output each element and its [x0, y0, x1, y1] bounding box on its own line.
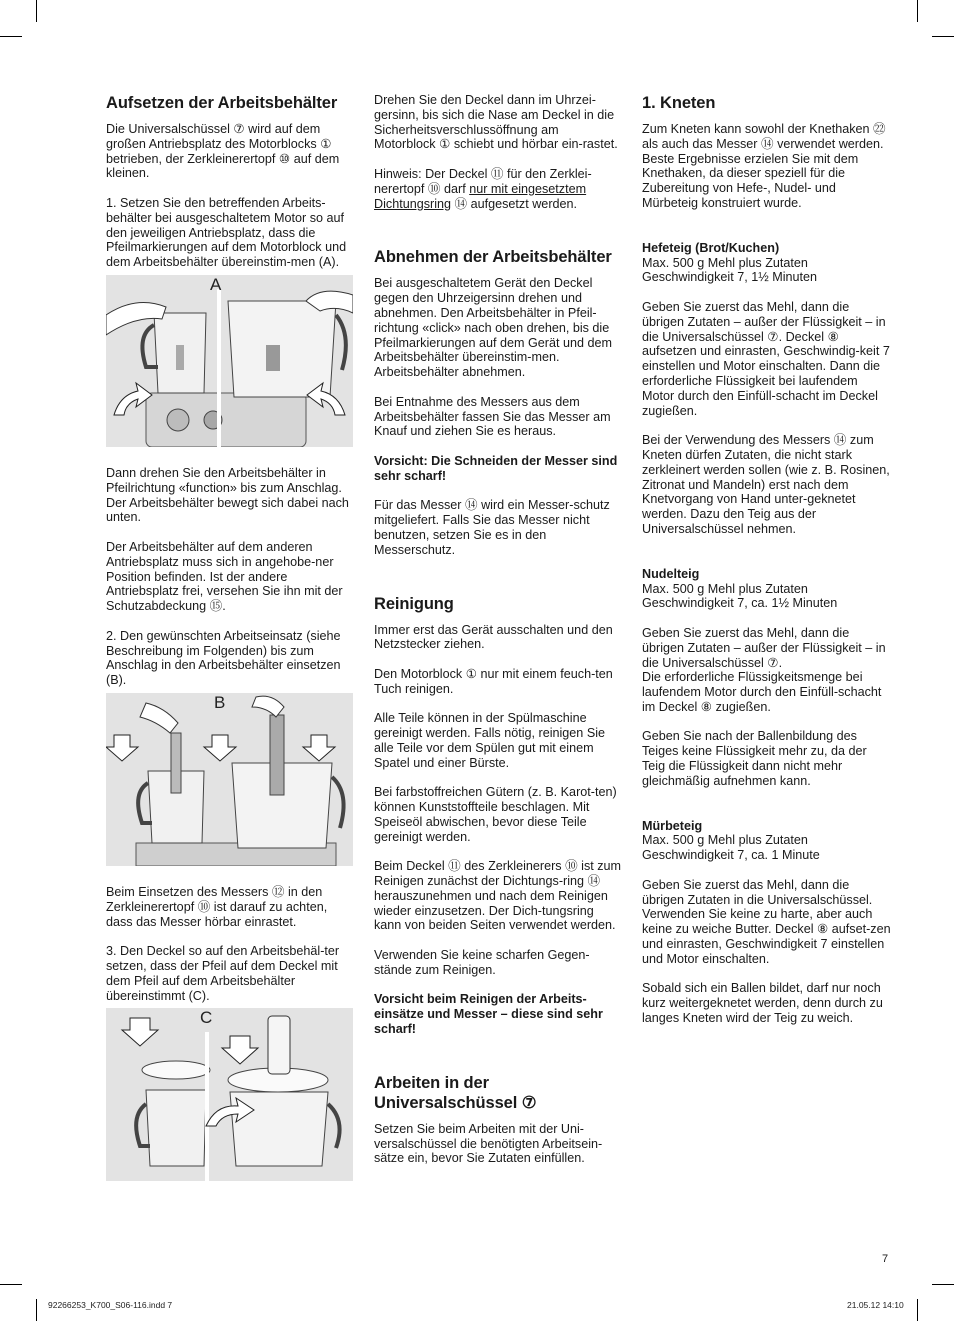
paragraph: Geben Sie zuerst das Mehl, dann die übrigen Zutaten – außer der Flüssigkeit – in die Universalschüssel ⑦. — [642, 625, 886, 670]
recipe-line: Max. 500 g Mehl plus Zutaten — [642, 833, 808, 848]
paragraph: Den Motorblock ① nur mit einem feuch-ten Tuch reinigen. — [374, 666, 613, 696]
paragraph: Drehen Sie den Deckel dann im Uhrzei-gersinn, bis sich die Nase am Deckel in die Sicherheitsverschlussöffnung am Motorblock ① schiebt und hörbar ein-rastet. — [374, 93, 618, 152]
column-left — [106, 93, 353, 1200]
food-processor-illustration-a — [106, 275, 353, 447]
recipe-line: Geschwindigkeit 7, ca. 1½ Minuten — [642, 596, 838, 611]
paragraph-hinweis: Hinweis: Der Deckel ⑪ für den Zerklei-nerertopf ⑩ darf nur mit eingesetztem Dichtungsring ⑭ aufgesetzt werden. — [374, 166, 592, 211]
heading-abnehmen: Abnehmen der Arbeitsbehälter — [374, 248, 612, 267]
paragraph: Bei ausgeschaltetem Gerät den Deckel gegen den Uhrzeigersinn drehen und abnehmen. Den Arbeitsbehälter in Pfeil-richtung «click» nach oben drehen, bis die Pfeilmarkierungen auf dem Gerät und dem Arbeitsbehälter übereinstim-men. Arbeitsbehälter abnehmen. — [374, 276, 613, 380]
paragraph: Zum Kneten kann sowohl der Knethaken ㉒ als auch das Messer ⑭ verwendet werden. Beste Ergebnisse erzielen Sie mit dem Knethaken, da dieser speziell für die Zubereitung von Hefe-, Nudel- und Mürbeteig konstruiert wurde. — [642, 122, 886, 210]
paragraph: Verwenden Sie keine scharfen Gegen-stände zum Reinigen. — [374, 948, 590, 977]
paragraph: Bei der Verwendung des Messers ⑭ zum Kneten dürfen Zutaten, die nicht stark zerkleinert werden sollen (wie z. B. Rosinen, Zitronat und Mandeln) erst nach dem Knetvorgang von Hand unter-geknetet werden. Dazu den Teig aus der Universalschüssel nehmen. — [642, 433, 890, 536]
recipe-line: Geschwindigkeit 7, 1½ Minuten — [642, 270, 818, 285]
heading-aufsetzen: Aufsetzen der Arbeitsbehälter — [106, 94, 338, 112]
page-number: 7 — [882, 1253, 889, 1265]
food-processor-illustration-c — [106, 1008, 353, 1181]
heading-arbeiten: Arbeiten in der Universalschüssel ⑦ — [374, 1073, 537, 1112]
figure-a — [106, 275, 353, 447]
paragraph: Der Arbeitsbehälter auf dem anderen Antriebsplatz muss sich in angehobe-ner Position befinden. Ist der andere Antriebsplatz frei, versehen Sie ihn mit der Schutzabdeckung ⑮. — [106, 539, 343, 614]
paragraph: Geben Sie nach der Ballenbildung des Teiges keine Flüssigkeit mehr zu, da der Teig die Flüssigkeit dann nicht mehr gleichmäßig aufnehmen kann. — [642, 729, 867, 788]
crop-mark — [36, 0, 37, 22]
paragraph: Bei Entnahme des Messers aus dem Arbeitsbehälter fassen Sie das Messer am Knauf und ziehen Sie es heraus. — [374, 394, 611, 439]
figure-label-a: A — [210, 274, 222, 294]
paragraph: Geben Sie zuerst das Mehl, dann die übrigen Zutaten in die Universalschüssel. Verwenden Sie keine zu harte, aber auch keine zu weiche Butter. Deckel ⑧ aufset-zen und einrasten, Geschwindigkeit 7 einstellen und Motor einschalten. — [642, 877, 891, 966]
figure-label-c: C — [200, 1008, 213, 1028]
paragraph: Beim Deckel ⑪ des Zerkleinerers ⑩ ist zum Reinigen zunächst der Dichtungs-ring ⑭ herauszunehmen und nach dem Reinigen wieder einzusetzen. Der Dich-tungsring kann von beiden Seiten verwendet werden. — [374, 859, 622, 933]
crop-mark — [917, 0, 918, 22]
paragraph: Geben Sie zuerst das Mehl, dann die übrigen Zutaten – außer der Flüssigkeit – in die Universalschüssel ⑦. Deckel ⑧ aufsetzen und einrasten, Geschwindig-keit 7 einstellen und Motor einschalten. Dann die erforderliche Flüssigkeit bei laufendem Motor durch den Einfüll-schacht im Deckel zugießen. — [642, 299, 890, 418]
paragraph: Alle Teile können in der Spülmaschine gereinigt werden. Falls nötig, reinigen Sie alle Teile vor dem Spülen gut mit einem Spatel und einer Bürste. — [374, 711, 606, 770]
heading-kneten: 1. Kneten — [642, 94, 716, 112]
paragraph: Für das Messer ⑭ wird ein Messer-schutz mitgeliefert. Falls Sie das Messer nicht benutzen, setzen Sie es in den Messerschutz. — [374, 498, 610, 557]
file-slug: 92266253_K700_S06-116.indd 7 — [48, 1300, 173, 1310]
crop-mark — [917, 1299, 918, 1321]
paragraph: Setzen Sie beim Arbeiten mit der Uni-versalschüssel die benötigten Arbeitsein-sätze ein, bevor Sie Zutaten einfüllen. — [374, 1121, 603, 1166]
date-slug: 21.05.12 14:10 — [847, 1300, 904, 1310]
paragraph: 3. Den Deckel so auf den Arbeitsbehäl-ter setzen, dass der Pfeil auf dem Deckel mit dem Pfeil auf dem Arbeitsbehälter übereinstimmt (C). — [106, 944, 340, 1003]
subheading-hefeteig: Hefeteig (Brot/Kuchen) — [642, 240, 780, 255]
paragraph: Bei farbstoffreichen Gütern (z. B. Karot-ten) können Kunststoffteile beschlagen. Mit Speiseöl abwischen, bevor diese Teile gereinigt werden. — [374, 785, 617, 844]
paragraph: Die erforderliche Flüssigkeitsmenge bei laufendem Motor durch den Einfüll-schacht im Deckel ⑧ zugießen. — [642, 670, 882, 714]
figure-b — [106, 693, 353, 866]
column-middle — [374, 93, 622, 1166]
crop-mark — [932, 36, 954, 37]
subheading-muerbeteig: Mürbeteig — [642, 818, 703, 833]
warning-text: Vorsicht: Die Schneiden der Messer sind sehr scharf! — [374, 453, 618, 483]
paragraph: 2. Den gewünschten Arbeitseinsatz (siehe Beschreibung im Folgenden) bis zum Anschlag in den Arbeitsbehälter einsetzen (B). — [106, 628, 341, 688]
column-right — [642, 93, 892, 1026]
paragraph: Dann drehen Sie den Arbeitsbehälter in Pfeilrichtung «function» bis zum Anschlag. Der Arbeitsbehälter bewegt sich dabei nach unten. — [106, 465, 349, 525]
warning-text: Vorsicht beim Reinigen der Arbeits-einsätze und Messer – diese sind sehr scharf! — [374, 992, 603, 1037]
heading-reinigung: Reinigung — [374, 594, 454, 613]
crop-mark — [36, 1299, 37, 1321]
paragraph: 1. Setzen Sie den betreffenden Arbeits-behälter bei ausgeschaltetem Motor so auf den jeweiligen Antriebsplatz, dass die Pfeilmarkierungen auf dem Motorblock und dem Arbeitsbehälter übereinstim-men (A). — [106, 195, 347, 270]
paragraph: Die Universalschüssel ⑦ wird auf dem großen Antriebsplatz des Motorblocks ① betrieben, der Zerkleinerertopf ⑩ auf dem kleinen. — [106, 122, 340, 181]
paragraph: Sobald sich ein Ballen bildet, darf nur noch kurz weitergeknetet werden, denn durch zu langes Kneten wird der Teig zu weich. — [642, 981, 883, 1026]
underlined-text: nur mit eingesetztem Dichtungsring — [374, 181, 587, 211]
figure-c — [106, 1008, 353, 1181]
crop-mark — [0, 1284, 22, 1285]
paragraph: Beim Einsetzen des Messers ⑫ in den Zerkleinerertopf ⑩ ist darauf zu achten, dass das Messer hörbar einrastet. — [106, 884, 328, 929]
subheading-nudelteig: Nudelteig — [642, 566, 700, 581]
crop-mark — [932, 1284, 954, 1285]
food-processor-illustration-b — [106, 693, 353, 866]
recipe-line: Geschwindigkeit 7, ca. 1 Minute — [642, 848, 820, 863]
recipe-line: Max. 500 g Mehl plus Zutaten — [642, 255, 808, 270]
figure-label-b: B — [214, 692, 226, 712]
paragraph: Immer erst das Gerät ausschalten und den Netzstecker ziehen. — [374, 622, 613, 652]
recipe-line: Max. 500 g Mehl plus Zutaten — [642, 581, 808, 596]
crop-mark — [0, 36, 22, 37]
